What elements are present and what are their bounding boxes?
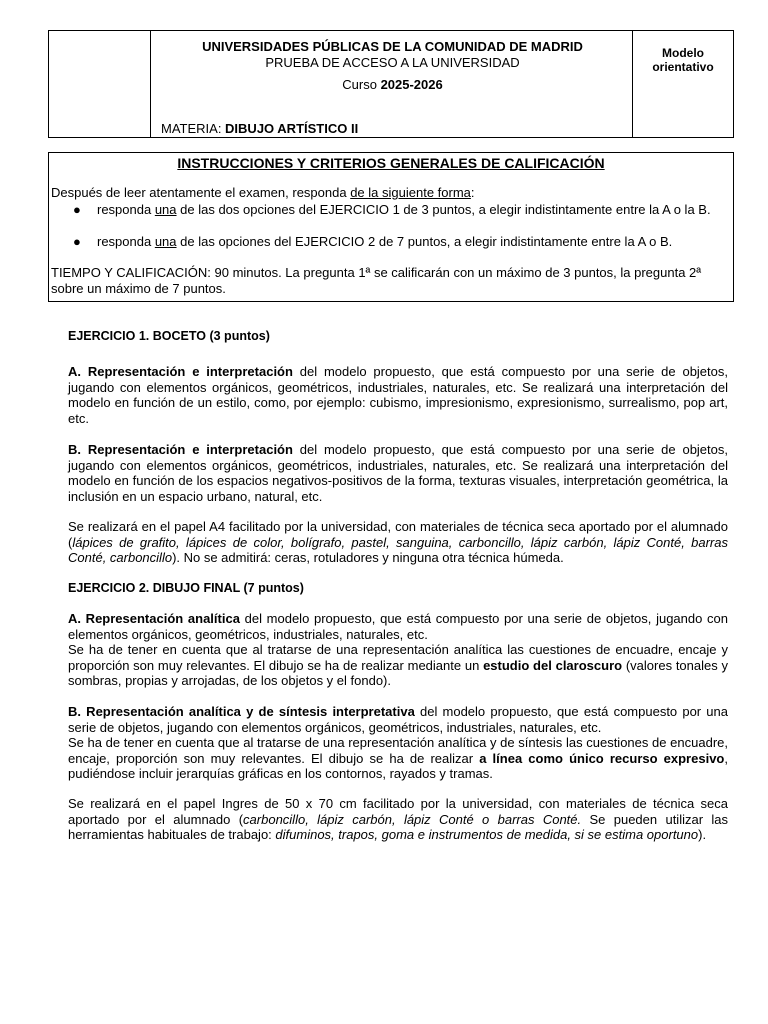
instructions-title: INSTRUCCIONES Y CRITERIOS GENERALES DE CALIFICACIÓN [177, 155, 605, 171]
ex1-m-text1: Se realizará en el papel A4 facilitado por la universidad, con materiales de técnica seca aportado por el alumnado ( [68, 519, 728, 550]
ex2-a-text2: Se ha de tener en cuenta que al tratarse de una representación analítica las cuestiones de encuadre, encaje y proporción son muy relevantes. El dibujo se ha de realizar mediante un [68, 642, 728, 673]
ex2-m-text3: ). [698, 827, 707, 842]
subject-label: MATERIA: [161, 121, 226, 136]
exercise-1-option-b [68, 442, 728, 504]
instruction-bullet-2 [97, 234, 725, 250]
ex2-m-text1: Se realizará en el papel Ingres de 50 x 70 cm facilitado por la universidad, con materiales de técnica seca aportado por el alumnado ( [68, 796, 728, 827]
exercise-2-option-b [68, 704, 728, 782]
ex1-m-italic: lápices de grafito, lápices de color, bolígrafo, pastel, sanguina, carboncillo, lápiz carbón, lápiz Conté, barras Conté, carboncillo [68, 534, 728, 565]
model-line-2: orientativo [652, 60, 714, 74]
ex2-a-bold2: estudio del claroscuro [483, 657, 623, 673]
exercise-2-option-a [68, 611, 728, 689]
intro-text: Después de leer atentamente el examen, responda [51, 185, 351, 200]
ex2-a-text1: del modelo propuesto, que está compuesto por una serie de objetos, jugando con elementos orgánicos, geométricos, industriales, naturales, etc. [68, 611, 728, 642]
bullet1-text-b: de las dos opciones del EJERCICIO 1 de 3 puntos, a elegir indistintamente entre la A o la B. [176, 202, 711, 217]
bullet1-underlined: una [154, 202, 177, 217]
exercise-2-title: EJERCICIO 2. DIBUJO FINAL (7 puntos) [68, 581, 304, 595]
bullet-icon: ● [73, 234, 81, 249]
ex2-a-text3: (valores tonales y sombras, propias y arrojadas, de los objetos y el fondo). [68, 657, 729, 688]
ex1-b-heading: B. Representación e interpretación [68, 442, 293, 457]
ex2-b-heading: B. Representación analítica y de síntesis interpretativa [68, 704, 415, 719]
subject-line [161, 121, 358, 137]
instruction-bullet-1 [97, 202, 725, 218]
ex1-m-text2: ). No se admitirá: ceras, rotuladores y ninguna otra técnica húmeda. [172, 550, 564, 565]
ex2-m-italic2: difuminos, trapos, goma e instrumentos de medida, si se estima oportuno [275, 827, 699, 842]
model-line-1: Modelo [662, 46, 704, 60]
header-logo-cell [49, 31, 151, 137]
course-line [150, 77, 635, 93]
bullet1-text-a: responda [97, 202, 155, 217]
ex2-m-italic1: carboncillo, lápiz carbón, lápiz Conté o barras Conté. [243, 811, 582, 827]
exercise-1-option-a [68, 364, 728, 426]
ex1-a-text: del modelo propuesto, que está compuesto por una serie de objetos, jugando con elementos orgánicos, geométricos, industriales, naturales, etc. Se realizará una interpretación del modelo en función de un estilo, como, por ejemplo: cubismo, impresionismo, expresionismo, surrealismo, pop art, etc. [68, 364, 728, 426]
intro-underlined: de la siguiente forma [350, 185, 471, 200]
timing-text: TIEMPO Y CALIFICACIÓN: 90 minutos. La pregunta 1ª se calificarán con un máximo de 3 puntos, la pregunta 2ª sobre un máximo de 7 puntos. [51, 265, 702, 296]
university-title: UNIVERSIDADES PÚBLICAS DE LA COMUNIDAD DE MADRID [202, 39, 583, 54]
ex1-b-text: del modelo propuesto, que está compuesto por una serie de objetos, jugando con elementos orgánicos, geométricos, industriales, naturales, etc. Se realizará una interpretación del modelo en función de los espacios negativos-positivos de la forma, texturas visuales, interpretación geométrica, la inclusión en un espacio urbano, natural, etc. [68, 442, 728, 504]
exercise-1-materials [68, 519, 728, 566]
header-table [48, 30, 734, 138]
instructions-intro [51, 185, 475, 201]
exercise-2-materials [68, 796, 728, 843]
bullet2-text-b: de las opciones del EJERCICIO 2 de 7 puntos, a elegir indistintamente entre la A o B. [176, 234, 673, 249]
instructions-box [48, 152, 734, 302]
bullet2-text-a: responda [97, 234, 155, 249]
ex2-b-text2: Se ha de tener en cuenta que al tratarse de una representación analítica y de síntesis las cuestiones de encuadre, encaje, proporción son muy relevantes. El dibujo se ha de realizar [68, 735, 728, 766]
model-label [633, 46, 733, 74]
ex1-a-heading: A. Representación e interpretación [68, 364, 293, 379]
bullet-icon: ● [73, 202, 81, 217]
bullet2-underlined: una [154, 234, 177, 249]
ex2-m-text2: Se pueden utilizar las herramientas habituales de trabajo: [68, 811, 728, 842]
subject-value: DIBUJO ARTÍSTICO II [225, 121, 359, 136]
exam-title: PRUEBA DE ACCESO A LA UNIVERSIDAD [265, 55, 520, 70]
ex2-b-text3: , pudiéndose incluir jerarquías gráficas en los contornos, rayados y tramas. [68, 750, 728, 781]
course-value: 2025-2026 [380, 77, 443, 92]
ex2-a-heading: A. Representación analítica [68, 611, 240, 626]
ex2-b-bold2: a línea como único recurso expresivo [479, 750, 725, 766]
intro-end: : [470, 185, 475, 200]
exercise-1-title: EJERCICIO 1. BOCETO (3 puntos) [68, 329, 270, 343]
course-label: Curso [342, 77, 381, 92]
ex2-b-text1: del modelo propuesto, que está compuesto por una serie de objetos, jugando con elementos orgánicos, geométricos, industriales, naturales, etc. [68, 704, 728, 735]
